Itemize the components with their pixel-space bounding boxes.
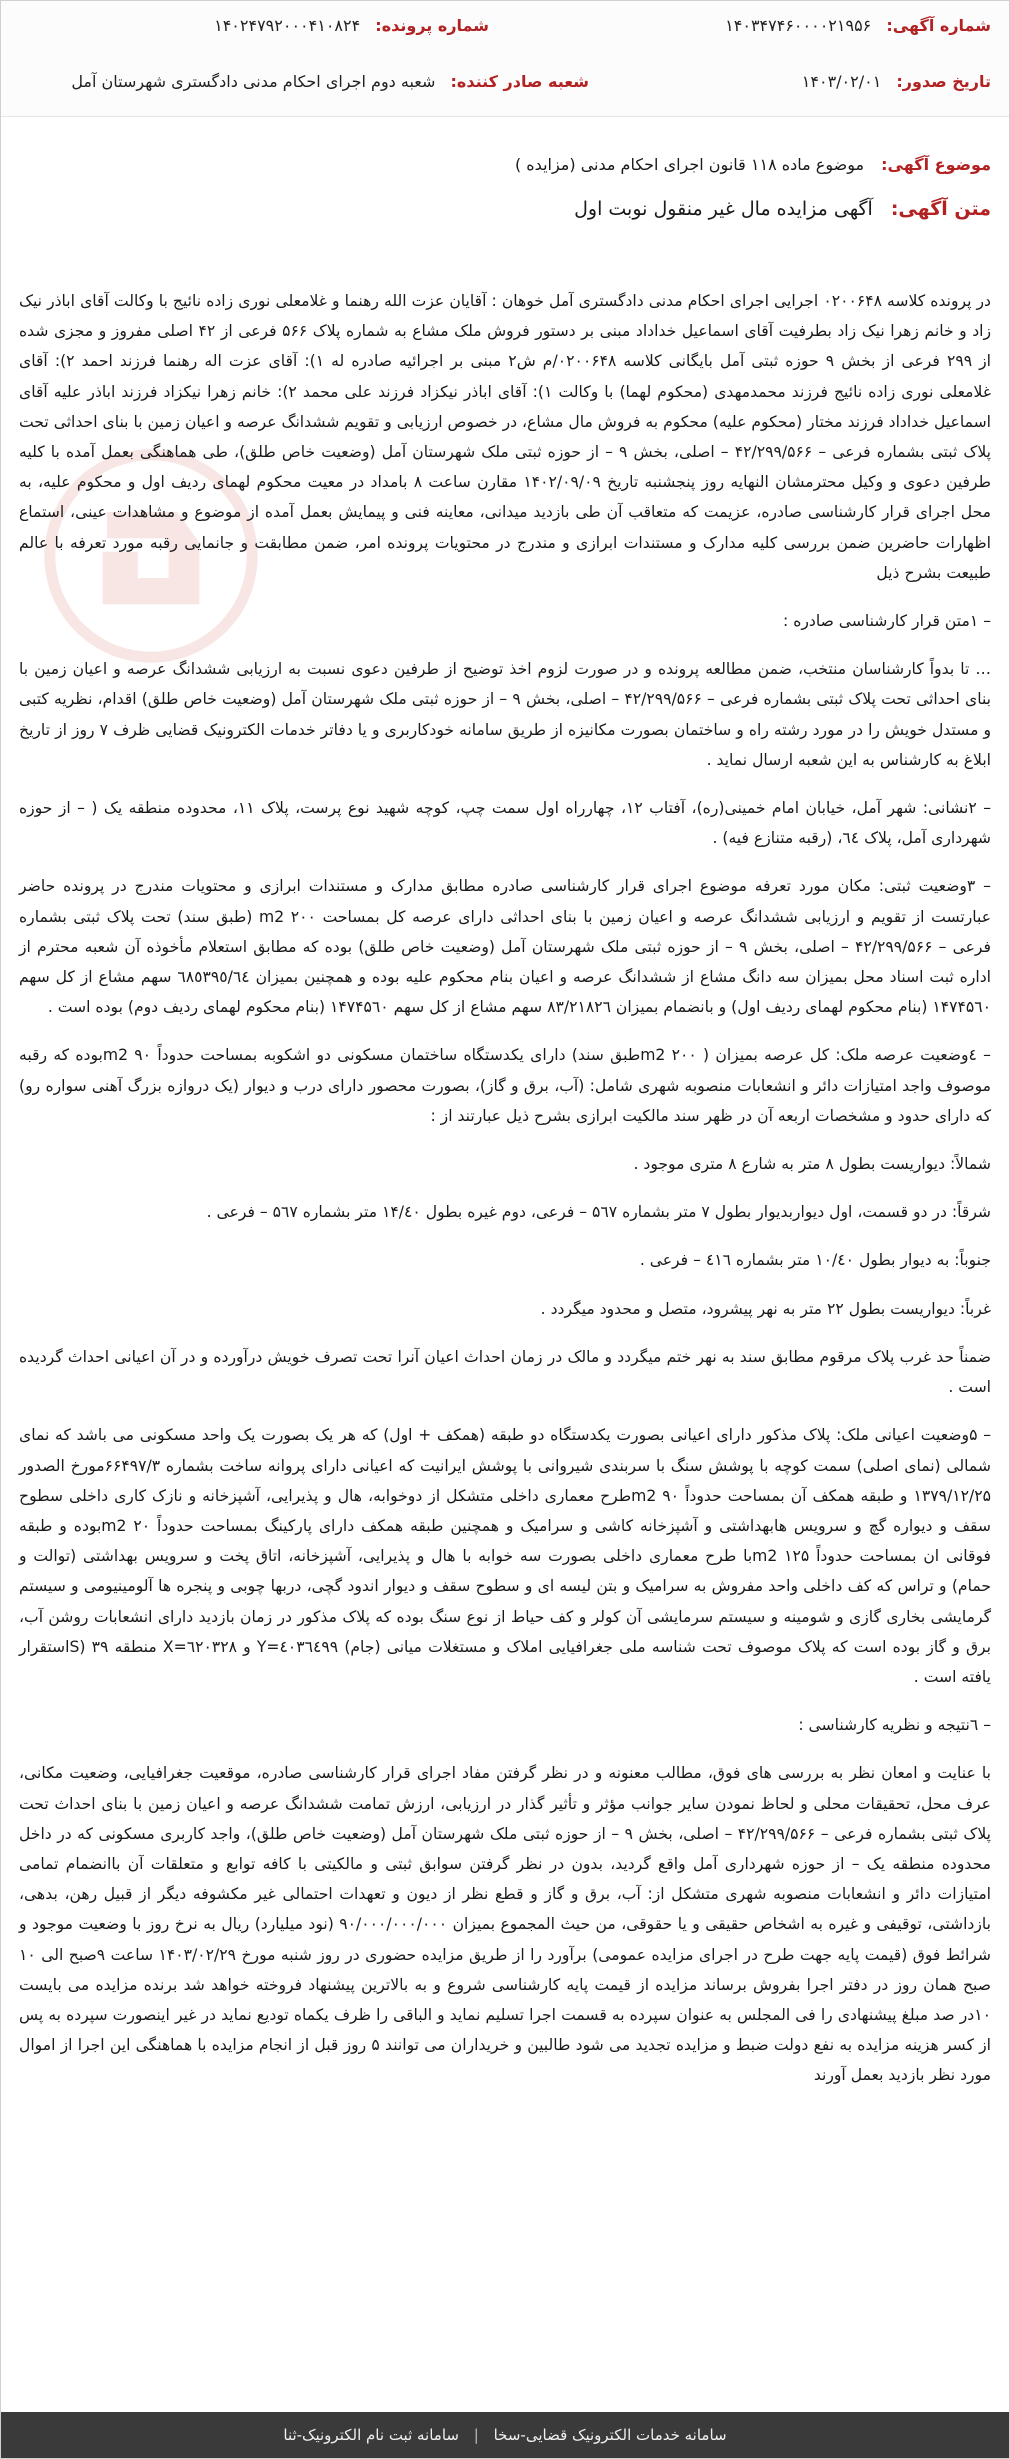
issue-date-row <box>802 69 991 95</box>
ad-title <box>574 194 991 224</box>
title-value: آگهی مزایده مال غیر منقول نوبت اول <box>574 198 873 220</box>
issue-date-label: تاریخ صدور: <box>896 72 991 91</box>
ad-number: ۱۴۰۳۴۷۴۶۰۰۰۰۲۱۹۵۶ <box>725 16 872 35</box>
title-label: متن آگهی: <box>890 198 991 220</box>
paragraph: جنوباً: به دیوار بطول ۱۰/٤۰ متر بشماره ٤۱٦ – فرعی . <box>639 1251 991 1270</box>
subject-value: موضوع ماده ۱۱۸ قانون اجرای احکام مدنی (مزایده ) <box>514 155 865 174</box>
footer-separator: | <box>473 2426 479 2444</box>
ad-body <box>19 286 991 2109</box>
footer-bar <box>1 2412 1009 2458</box>
issuer-row <box>71 69 589 95</box>
paragraph: … تا بدواً کارشناسان منتخب، ضمن مطالعه پرونده و در صورت لزوم اخذ توضیح از طرفین دعوی نسبت به ارزیابی ششدانگ عرصه و اعیان زمین با بنای احداثی تحت پلاک ثبتی بشماره فرعی – ۴۲/۲۹۹/۵۶۶ – اصلی، بخش ۹ – از حوزه ثبتی ملک شهرستان آمل (وضعیت خاص طلق) اقدام، نظریه کتبی و مستدل خویش را در مورد رشته راه و ساختمان بصورت مکانیزه از طریق سامانه خودکاربری و یا دفاتر خدمات الکترونیک قضایی ظرف ۷ روز از تاریخ ابلاغ به کارشناس به این شعبه ارسال نماید . <box>19 660 992 769</box>
subject-label: موضوع آگهی: <box>881 155 991 174</box>
paragraph: – ٦نتیجه و نظریه کارشناسی : <box>798 1716 991 1735</box>
paragraph: – ۱متن قرار کارشناسی صادره : <box>782 612 991 631</box>
footer-link-sana[interactable]: سامانه ثبت نام الکترونیک-ثنا <box>283 2426 459 2444</box>
paragraph: در پرونده کلاسه ۰۲۰۰۶۴۸ اجرایی اجرای احکام مدنی دادگستری آمل خوهان : آقایان عزت الله رهنما و غلامعلی نوری زاده نائیج با وکالت آقای اباذر نیک زاد و خانم زهرا نیک زاد بطرفیت آقای اسماعیل خداداد مبنی بر دستور فروش ملک مشاع به شماره پلاک ۵۶۶ فرعی از ۴۲ اصلی مفروز و مجزی شده از ۲۹۹ فرعی از بخش ۹ حوزه ثبتی آمل بایگانی کلاسه ۰۲۰۰۶۴۸/م ش۲ مبنی بر اجرائیه صادره له ۱): آقای عزت اله رهنما فرزند احمد ۲): آقای غلامعلی نوری زاده نائیج فرزند محمدمهدی (محکوم لهما) با وکالت ۱): آقای اباذر نیکزاد فرزند علی محمد ۲): خانم زهرا نیکزاد فرزند اباذر علیه آقای اسماعیل خداداد فرزند مختار (محکوم علیه) محکوم به فروش مال مشاع، در خصوص ارزیابی و تقویم ششدانگ عرصه و اعیان زمین با بنای احداثی تحت پلاک ثبتی بشماره فرعی – ۴۲/۲۹۹/۵۶۶ – اصلی، بخش ۹ – از حوزه ثبتی ملک شهرستان آمل (وضعیت خاص طلق)، طی هماهنگی بعمل آمده با کلیه طرفین دعوی و وکیل محترمشان النهایه روز پنجشنبه تاریخ ۱۴۰۲/۰۹/۰۹ مقارن ساعت ۸ بامداد در معیت محکوم لهمای ردیف اول و محکوم علیه، به محل اجرای قرار کارشناسی صادره، عزیمت که متعاقب آن طی بازدید میدانی، معاینه فنی و پیمایش بعمل آمده از موضوع و مشاهدات عینی، استماع اظهارات حاضرین ضمن بررسی کلیه مدارک و مستندات ابرازی و مندرج در محتویات پرونده امر، ضمن مطابقت و جانمایی رقبه مورد تعرفه با عالم طبیعت بشرح ذیل <box>19 292 992 582</box>
case-number-row <box>214 13 489 39</box>
issuer-label: شعبه صادر کننده: <box>450 72 589 91</box>
paragraph: با عنایت و امعان نظر به بررسی های فوق، مطالب معنونه و در نظر گرفتن مفاد اجرای قرار کارشناسی صادره، موقعیت جغرافیایی، وضعیت مکانی، عرف محل، تحقیقات محلی و لحاظ نمودن سایر جوانب مؤثر و تأثیر گذار در ارزیابی، ارزش تمامت ششدانگ عرصه و اعیان زمین با بنای احداث تحت پلاک ثبتی بشماره فرعی – ۴۲/۲۹۹/۵۶۶ – اصلی، بخش ۹ – از حوزه ثبتی ملک شهرستان آمل (وضعیت خاص طلق)، واجد کاربری مسکونی که در داخل محدوده منطقه یک – از حوزه شهرداری آمل واقع گردید، بدون در نظر گرفتن سوابق ثبتی و مالکیتی با کافه توابع و متعلقات آن باانضمام تمامی امتیازات دائر و انشعابات منصوبه شهری متشکل از: آب، برق و گاز و قطع نظر از دیون و تعهدات احتمالی غیر مکشوفه دیگر از قبیل رهن، بدهی، بازداشتی، توقیفی و غیره به اشخاص حقیقی و یا حقوقی، من حیث المجموع بمیزان ۹۰/۰۰۰/۰۰۰/۰۰۰ (نود میلیارد) ریال به نرخ روز با وضعیت موجود و شرائط فوق (قیمت پایه جهت طرح در اجرای مزایده عمومی) برآورد را از طریق مزایده حضوری در روز شنبه مورخ ۱۴۰۳/۰۲/۲۹ ساعت ۹صبح الی ۱۰ صبح همان روز در دفتر اجرا بفروش برساند مزایده از قیمت پایه کارشناسی شروع و به بالاترین پیشنهاد فروخته خواهد شد برنده مزایده می بایست ۱۰در صد مبلغ پیشنهادی را فی المجلس به عنوان سپرده به قسمت اجرا تسلیم نماید و الباقی را ظرف یکماه تودیع نماید در غیر اینصورت سپرده به پس از کسر هزینه مزایده به نفع دولت ضبط و مزایده تجدید می شود طالبین و خریداران می توانند ۵ روز قبل از انجام مزایده با هماهنگی این اجرا از اموال مورد نظر بازدید بعمل آورند <box>19 1764 991 2085</box>
paragraph: – ۳وضعیت ثبتی: مکان مورد تعرفه موضوع اجرای قرار کارشناسی صادره مطابق مدارک و مستندات ابرازی و محتویات مندرج در پرونده حاضر عبارتست از تقویم و ارزیابی ششدانگ عرصه و اعیان زمین با بنای احداثی دارای عرصه کل بمساحت m2 ۲۰۰ (طبق سند) تحت پلاک ثبتی بشماره فرعی – ۴۲/۲۹۹/۵۶۶ – اصلی، بخش ۹ – از حوزه ثبتی ملک شهرستان آمل (وضعیت خاص طلق) بوده که مطابق استعلام مأخوذه آن شعبه محترم از اداره ثبت اسناد محل بمیزان سه دانگ مشاع از ششدانگ عرصه و اعیان بنام محکوم علیه بوده و همچنین بمیزان ٦٨٥٣٩٥/٦٤ سهم مشاع از کل سهم ۱۴۷۴۵٦۰ (بنام محکوم لهمای ردیف اول) و بانضمام بمیزان ۸۳/۲۱۸۲٦ سهم مشاع از کل سهم ۱۴۷۴۵٦۰ (بنام محکوم لهمای ردیف دوم) بوده است . <box>19 877 991 1017</box>
issuer: شعبه دوم اجرای احکام مدنی دادگستری شهرستان آمل <box>71 72 436 91</box>
ad-subject <box>515 151 991 179</box>
ad-number-row <box>725 13 991 39</box>
ad-header <box>1 1 1009 117</box>
footer-link-sakha[interactable]: سامانه خدمات الکترونیک قضایی-سخا <box>493 2426 727 2444</box>
paragraph: – ۲نشانی: شهر آمل، خیابان امام خمینی(ره)، آفتاب ۱۲، چهارراه اول سمت چپ، کوچه شهید نوع پرست، پلاک ۱۱، محدوده منطقه یک ( – از حوزه شهرداری آمل، پلاک ٦٤، (رقبه متنازع فیه) . <box>19 799 992 848</box>
ad-number-label: شماره آگهی: <box>886 16 991 35</box>
paragraph: شمالاً: دیواریست بطول ۸ متر به شارع ۸ متری موجود . <box>633 1155 991 1174</box>
paragraph: غرباً: دیواریست بطول ۲۲ متر به نهر پیشرود، متصل و محدود میگردد . <box>540 1299 991 1318</box>
paragraph: ضمناً حد غرب پلاک مرقوم مطابق سند به نهر ختم میگردد و مالک در زمان احداث اعیان آنرا تحت تصرف خویش درآورده و در آن اعیانی احداث گردیده است . <box>19 1347 991 1397</box>
paragraph: – ٤وضعیت عرصه ملک: کل عرصه بمیزان ( m2 ۲۰۰طبق سند) دارای یکدستگاه ساختمان مسکونی دو اشکوبه بمساحت حدوداً m2 ۹۰بوده که رقبه موصوف واجد امتیازات دائر و انشعابات منصوبه شهری شامل: (آب، برق و گاز)، بصورت محصور دارای درب و دیوار (یک دروازه بزرگ آهنی سواره رو) که دارای حدود و مشخصات اربعه آن در ظهر سند مالکیت ابرازی بشرح ذیل عبارتند از : <box>19 1046 991 1125</box>
paragraph: شرقاً: در دو قسمت، اول دیواربدیوار بطول ۷ متر بشماره ۵٦۷ – فرعی، دوم غیره بطول ۱۴/٤۰ متر بشماره ۵٦۷ – فرعی . <box>206 1203 991 1222</box>
paragraph: – ۵وضعیت اعیانی ملک: پلاک مذکور دارای اعیانی بصورت یکدستگاه دو طبقه (همکف + اول) که هر یک بصورت یک واحد مسکونی می باشد که نمای شمالی (نمای اصلی) سمت کوچه با پوشش سنگ با سربندی شیروانی با پوشش ایرانیت که اعیانی دارای پروانه ساخت بشماره ۶۶۴۹۷/۳مورخ الصدور ۱۳۷۹/۱۲/۲۵ و طبقه همکف آن بمساحت حدوداً m2 ۹۰طرح معماری داخلی متشکل از دوخوابه، هال و پذیرایی، آشپزخانه و نازک کاری داخلی سطوح سقف و دیواره گچ و سرویس هابهداشتی و آشپزخانه کاشی و سرامیک و همچنین طبقه همکف دارای پارکینگ بمساحت حدوداً m2 ۲۰بوده و طبقه فوقانی ان بمساحت حدوداً m2 ۱۲۵با طرح معماری داخلی بصورت سه خوابه با هال و پذیرایی، آشپزخانه، اتاق پخت و سرویس بهداشتی (توالت و حمام) و تراس که کف داخلی واحد مفروش به سرامیک و بتن لیسه ای و سطوح سقف و دیوار اندود گچی، دربها چوبی و پنجره ها آلومینیومی و سیستم گرمایشی بخاری گازی و شومینه و سیستم سرمایشی آن کولر و کف حیاط از نوع سنگ بوده که پلاک مذکور در زمان بازدید دارای انشعابات روشن آب، برق و گاز بوده است که پلاک موصوف تحت شناسه ملی جغرافیایی املاک و مستغلات میانی (جام) ٤۰۳٦٤۹۹=Y و ٦۲۰۳۲۸=X منطقه ۳۹ (Sاستقرار یافته است . <box>19 1426 992 1686</box>
case-number-label: شماره پرونده: <box>375 16 489 35</box>
issue-date: ۱۴۰۳/۰۲/۰۱ <box>801 72 882 91</box>
case-number: ۱۴۰۲۴۷۹۲۰۰۰۴۱۰۸۲۴ <box>214 16 361 35</box>
